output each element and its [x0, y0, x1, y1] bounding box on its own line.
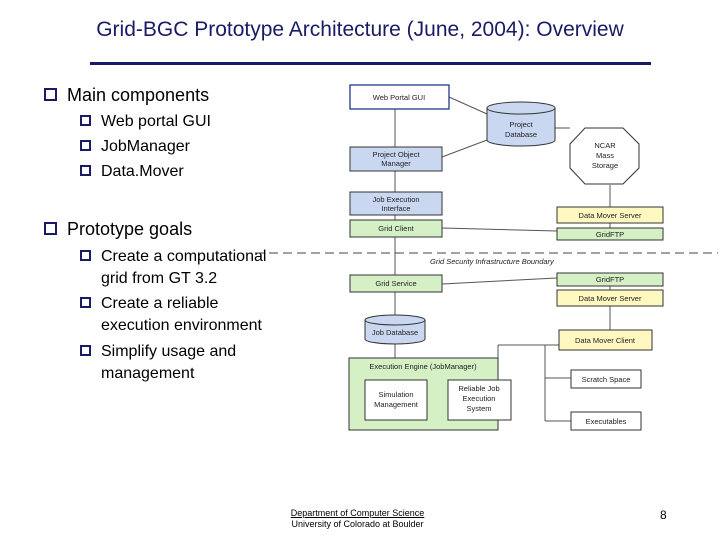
bullet-text: Simplify usage and management: [101, 343, 237, 382]
web-portal-gui-node: [350, 85, 449, 109]
svg-text:Mass: Mass: [596, 151, 614, 160]
data-mover-server-bottom-node: [557, 290, 663, 306]
svg-text:Job Database: Job Database: [371, 328, 419, 337]
bullet-text: Create a computational grid from GT 3.2: [101, 248, 267, 287]
svg-text:Grid Client: Grid Client: [378, 224, 414, 233]
svg-text:Scratch Space: Scratch Space: [581, 375, 631, 384]
svg-text:Reliable Job: Reliable Job: [458, 384, 500, 393]
svg-text:Project: Project: [509, 120, 533, 129]
grid-client-node: [350, 220, 442, 237]
ncar-mass-storage-node: [570, 128, 639, 184]
svg-text:Web Portal GUI: Web Portal GUI: [372, 93, 426, 102]
svg-text:Execution Engine (JobManager): Execution Engine (JobManager): [369, 362, 477, 371]
footer: [245, 508, 470, 530]
svg-text:Data Mover Server: Data Mover Server: [578, 211, 642, 220]
simulation-management-node: [365, 380, 427, 420]
bullet-text: Data.Mover: [101, 163, 184, 180]
svg-text:GridFTP: GridFTP: [595, 275, 625, 284]
svg-text:Simulation: Simulation: [378, 390, 414, 399]
bullet-text: Prototype goals: [67, 219, 193, 239]
scratch-space-node: [571, 370, 641, 388]
svg-text:Job Execution: Job Execution: [372, 195, 420, 204]
boundary-label: Grid Security Infrastructure Boundary: [430, 257, 554, 266]
reliable-job-execution-system-node: [448, 380, 511, 420]
footer-university: University of Colorado at Boulder: [291, 519, 424, 529]
executables-node: [571, 412, 641, 430]
svg-text:Execution: Execution: [462, 394, 496, 403]
svg-text:Interface: Interface: [381, 204, 411, 213]
bullet-text: JobManager: [101, 138, 190, 155]
job-database-node: [365, 315, 425, 344]
svg-text:Storage: Storage: [591, 161, 619, 170]
page-number: 8: [660, 508, 667, 522]
slide-title: Grid-BGC Prototype Architecture (June, 2004): Overview: [96, 18, 624, 41]
data-mover-client-node: [559, 330, 652, 350]
gridftp-bottom-node: [557, 273, 663, 286]
svg-text:Management: Management: [374, 400, 418, 409]
footer-department: Department of Computer Science: [290, 508, 425, 518]
gridftp-top-node: [557, 228, 663, 240]
project-database-node: [487, 102, 555, 146]
bullet-text: Main components: [67, 85, 210, 105]
grid-service-node: [350, 275, 442, 292]
project-object-manager-node: [350, 147, 442, 171]
svg-text:Data Mover Server: Data Mover Server: [578, 294, 642, 303]
job-execution-interface-node: [350, 192, 442, 215]
svg-text:GridFTP: GridFTP: [595, 230, 625, 239]
svg-text:Database: Database: [504, 130, 538, 139]
data-mover-server-top-node: [557, 207, 663, 223]
svg-text:NCAR: NCAR: [594, 141, 616, 150]
bullet-text: Web portal GUI: [101, 113, 211, 130]
svg-text:Project Object: Project Object: [372, 150, 420, 159]
svg-text:Grid Service: Grid Service: [375, 279, 417, 288]
svg-text:System: System: [466, 404, 492, 413]
svg-text:Manager: Manager: [381, 159, 411, 168]
bullet-text: Create a reliable execution environment: [101, 295, 262, 334]
svg-text:Executables: Executables: [585, 417, 627, 426]
svg-text:Data Mover Client: Data Mover Client: [574, 336, 636, 345]
